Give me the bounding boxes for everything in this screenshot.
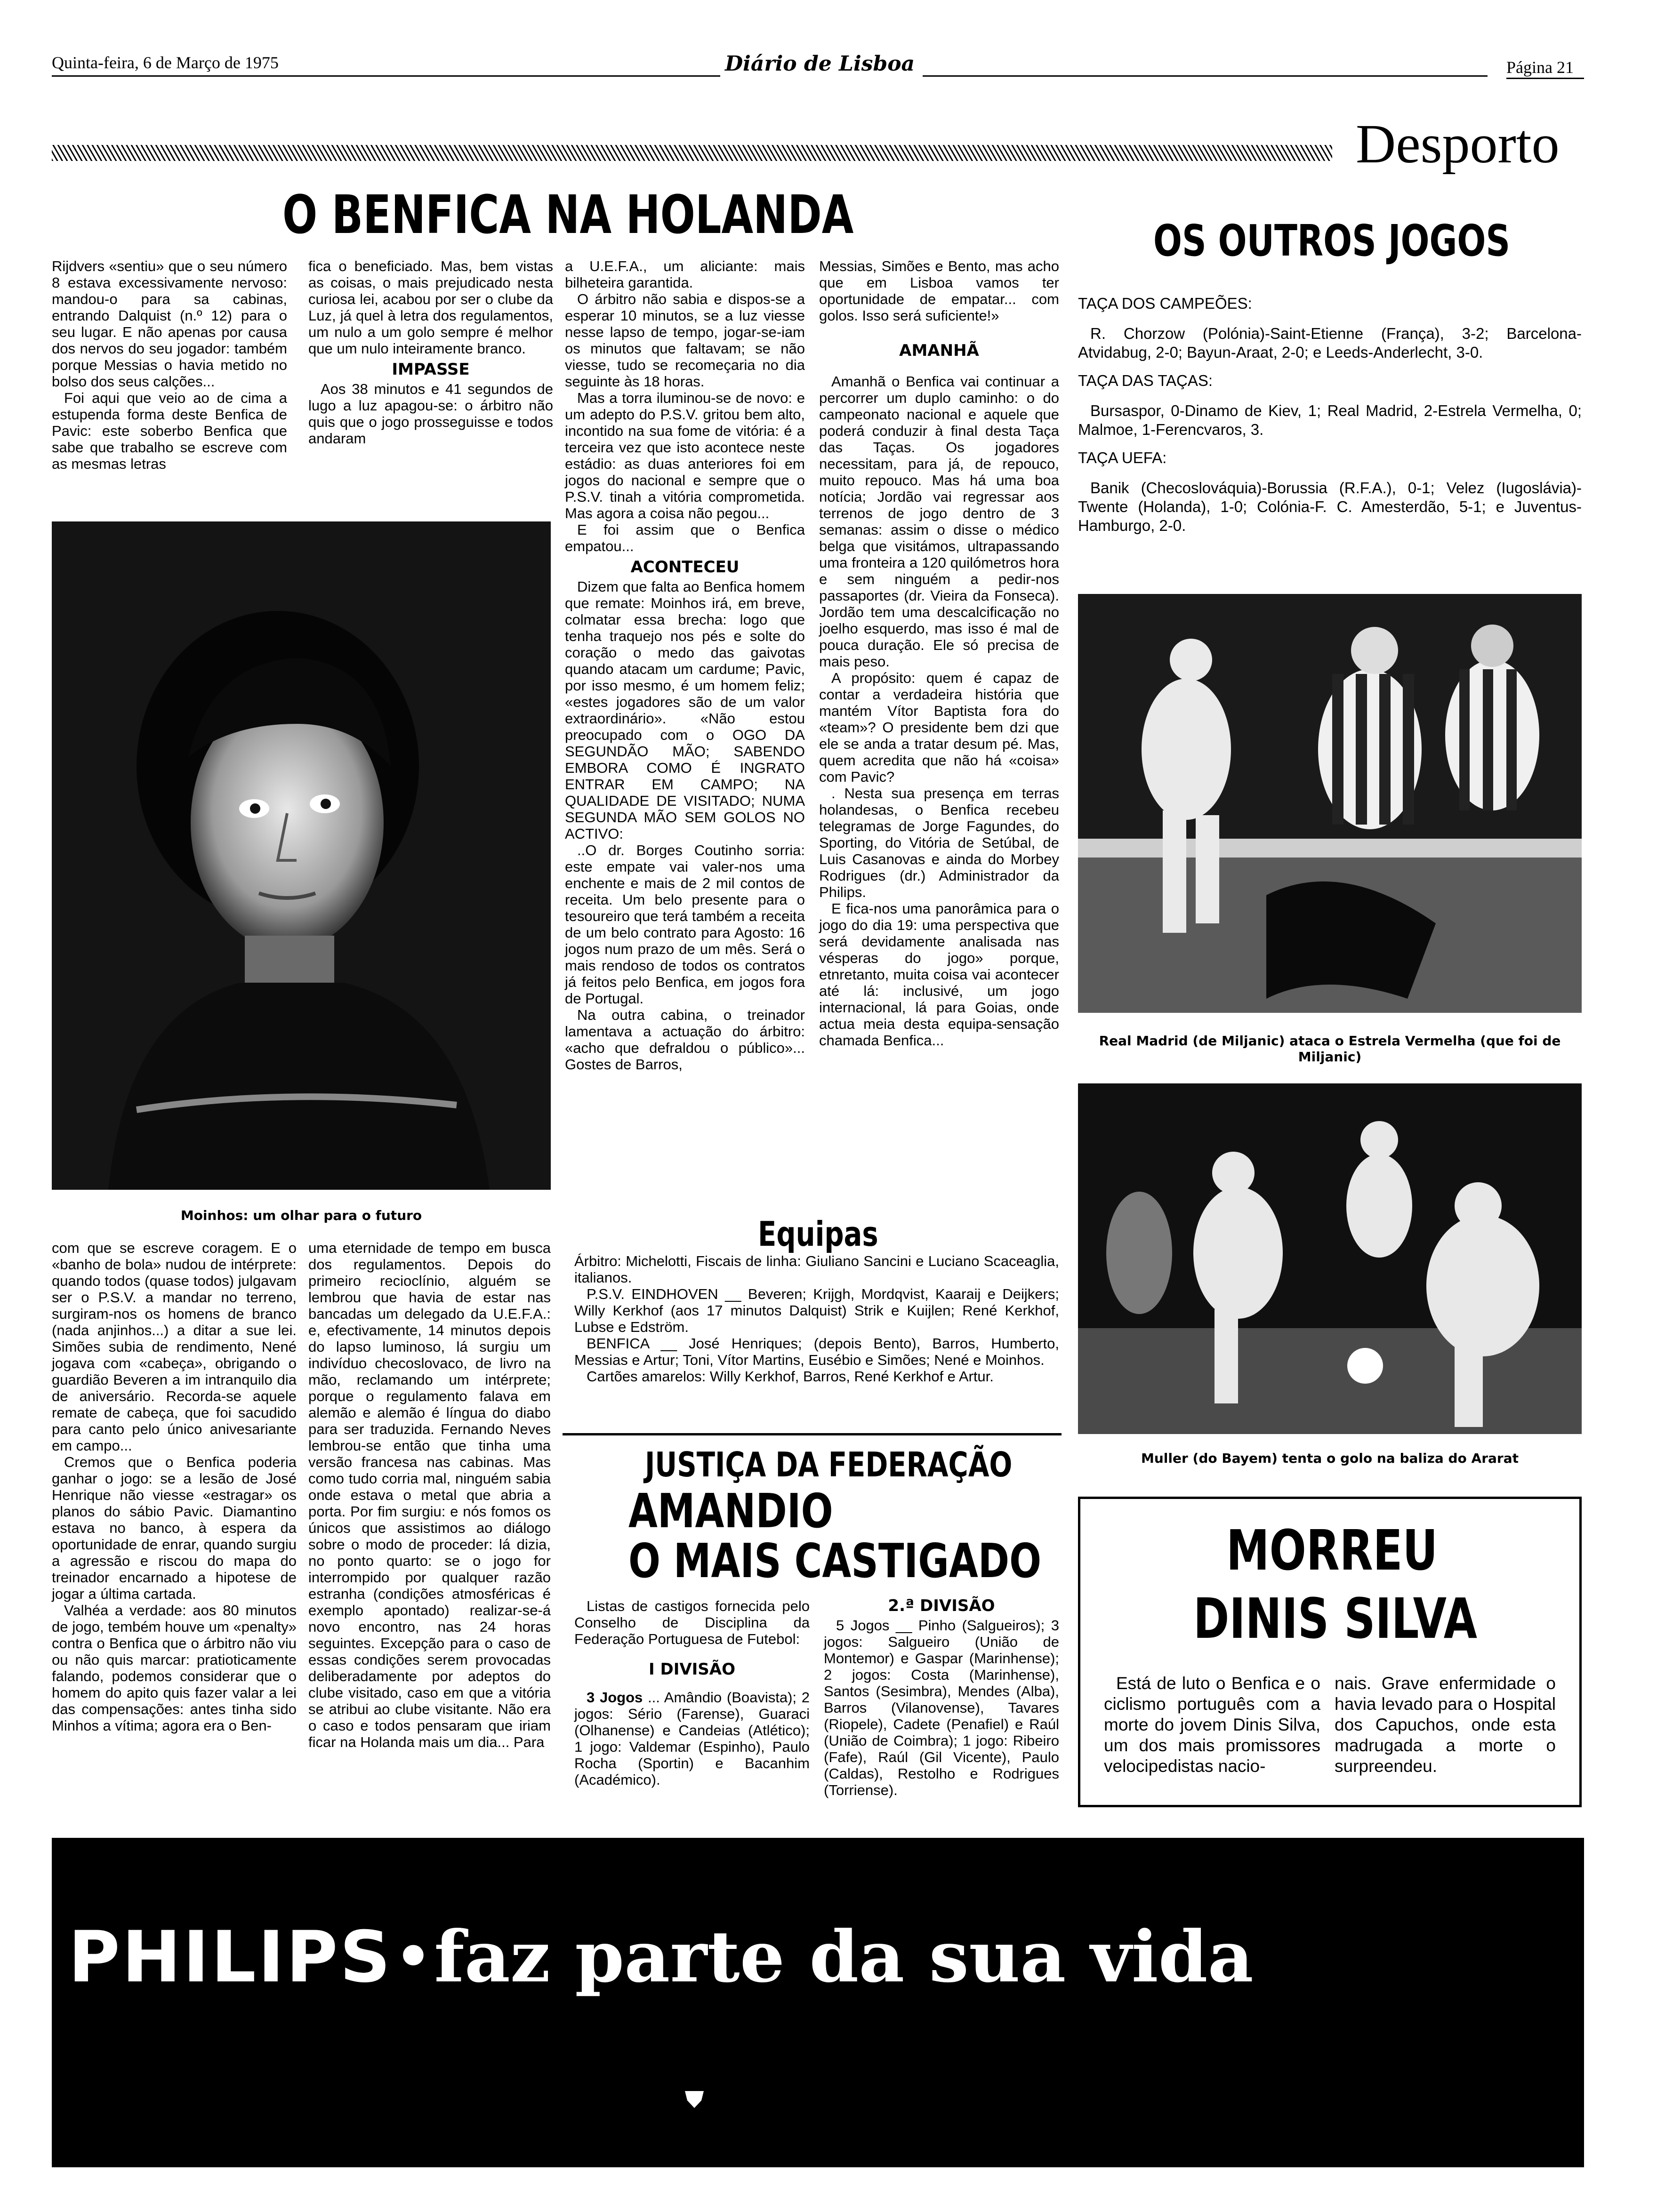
subhead-amanha: AMANHÃ (899, 341, 979, 360)
justica-col-2 (824, 1598, 1059, 1798)
article-col-bottom-1 (52, 1240, 297, 1734)
equipas-line-1: Árbitro: Michelotti, Fiscais de linha: Giuliano Sancini e Luciano Scaceaglia, italianos. (574, 1253, 1059, 1286)
col4-para-d: . Nesta sua presença em terras holandesas, o Benfica recebeu telegramas de Jorge Fagundes, do Sporting, do Vitória de Setúbal, de Luis Casanovas e ainda do Morbey Rodrigues (dr.) Administrador da Philips. (819, 785, 1059, 900)
equipas-title: Equipas (758, 1214, 878, 1254)
col1-para-b: Foi aqui que veio ao de cima a estupenda forma deste Benfica de Pavic: este soberbo Benfica que sabe que trabalho se escreve com as mesmas letras (52, 390, 287, 472)
photo-moinhos (52, 521, 551, 1190)
masthead-page: Página 21 (1506, 58, 1574, 77)
caption-real-madrid: Real Madrid (de Miljanic) ataca o Estrela Vermelha (que foi de Miljanic) (1099, 1033, 1561, 1065)
colL-para-1: com que se escreve coragem. E o «banho de bola» nudou de intérprete: quando todos (quase todos) julgavam ser o P.S.V. a mandar no terreno, surgiram-nos os homens de branco (nada anjinhos...) a ditar a sue lei. Simões subia de rendimento, Nené jogava com «cabeça», obrigando o guardião Beveren a im intranquilo dia de aniversário. Recorda-se aquele remate de cabeça, que foi sacudido para canto pelo único anivesariante em campo... (52, 1240, 297, 1454)
outros-headline: OS OUTROS JOGOS (1153, 216, 1511, 266)
colM-para-1: uma eternidade de tempo em busca dos regulamentos. Depois do primeiro recioclínio, alguém se lembrou que havia de estar nas bancadas um delegado da U.E.F.A.: e, efectivamente, 14 minutos depois do lapso luminoso, lá surgiu um indivíduo checoslovaco, de livro na mão, reclamando um intérprete; porque o regulamento falava em alemão e alemão é língua do diabo para ser traduzida. Fernando Neves lembrou-se então que tinha uma versão francesa nas cabinas. Mas como tudo corria mal, ninguém sabia onde estava o metal que abria a porta. Por fim surgiu: e nós fomos os únicos que assistimos ao diálogo sobre o modo de proceder: lá dizia, no ponto quarto: se o jogo for interrompido por qualquer razão estranha (condições atmosféricas é exemplo apontado) realizar-se-á novo encontro, nas 24 horas seguintes. Excepção para o caso de essas condições serem provocadas deliberadamente por adeptos do clube visitado, caso em que a vitória se atribui ao clube visitante. Não era o caso e todos pensaram que iriam ficar na Holanda mais um dia... Para (308, 1240, 551, 1750)
equipas-line-4: Cartões amarelos: Willy Kerkhof, Barros, René Kerkhof e Artur. (587, 1368, 994, 1385)
morreu-col-a (1104, 1673, 1320, 1777)
outros-taca-tacas-text: Bursaspor, 0-Dinamo de Kiev, 1; Real Madrid, 2-Estrela Vermelha, 0; Malmoe, 1-Ferencvaros, 3. (1078, 402, 1582, 438)
article-col-2 (308, 258, 553, 447)
justica-head-2: AMANDIO (628, 1483, 833, 1539)
colL-para-3: Valhéa a verdade: aos 80 minutos de jogo, tembém houve um «penalty» contra o Benfica que o árbitro não viu ou não quis marcar: pratioticamente falando, podemos considerar que o homem do apito quis fazer valar a lei das compensações: antes tinha sido Minhos a vítima; agora era o Ben- (52, 1602, 297, 1734)
equipas-body (574, 1253, 1059, 1385)
ad-text (68, 1915, 1254, 1998)
justica-div1-title: I DIVISÃO (648, 1660, 736, 1679)
subhead-impasse: IMPASSE (392, 360, 470, 379)
colL-para-2: Cremos que o Benfica poderia ganhar o jogo: se a lesão de José Henrique não viesse «estragar» os planos do sábio Pavic. Diamantino estava no banco, à espera da oportunidade de enrar, quando surgiu a agressão e riscou do mapa do treinador encarnado a hipotese de jogar a última cartada. (52, 1454, 297, 1602)
caption-moinhos: Moinhos: um olhar para o futuro (180, 1208, 422, 1223)
justica-div1-lead: 3 Jogos (587, 1689, 643, 1706)
morreu-text-a: Está de luto o Benfica e o ciclismo português com a morte do jovem Dinis Silva, um dos mais promissores velocipedistas nacio- (1104, 1674, 1320, 1776)
outros-taca-campeoes-title: TAÇA DOS CAMPEÕES: (1078, 295, 1252, 312)
justica-div2-title: 2.ª DIVISÃO (888, 1596, 995, 1615)
outros-body (1078, 294, 1582, 535)
col3-para-e: Dizem que falta ao Benfica homem que remate: Moinhos irá, em breve, colmatar essa brecha: logo que tenha traquejo nos pés e solte do coração o medo das gaivotas quando atacam um cardume; Pavic, por isso mesmo, é um homem feliz; «estes jogadores são de um valor extraordinário». «Não estou preocupado com o OGO DA SEGUNDÃO MÃO; SABENDO EMBORA COMO É INGRATO ENTRAR EM CAMPO; NA QUALIDADE DE VISITADO; NUMA SEGUNDA MÃO SEM GOLOS NO ACTIVO: (565, 578, 805, 842)
equipas-bottom-rule (563, 1433, 1062, 1435)
subhead-aconteceu: ACONTECEU (630, 558, 740, 577)
col1-para-a: Rijdvers «sentiu» que o seu número 8 estava excessivamente nervoso: mandou-o para sa cabinas, entrando Dalquist (n.º 12) para o seu lugar. E não apenas por causa dos nervos do seu jogador: também porque Messias o havia metido no bolso dos seus calções... (52, 258, 287, 390)
morreu-col-b (1335, 1673, 1556, 1777)
outros-taca-campeoes-text: R. Chorzow (Polónia)-Saint-Etienne (França), 3-2; Barcelona-Atvidabug, 2-0; Bayun-Araat, 2-0; e Leeds-Anderlecht, 3-0. (1078, 325, 1582, 361)
col4-para-e: E fica-nos uma panorâmica para o jogo do dia 19: uma perspectiva que será devidamente analisada nas vésperas do jogo» porque, etnretanto, muita coisa vai acontecer até lá: inclusivé, um jogo internacional, lá para Goias, onde actua meia desta equipa-sensação chamada Benfica... (819, 900, 1059, 1049)
morreu-head-2: DINIS SILVA (1193, 1586, 1477, 1651)
col4-para-a: Messias, Simões e Bento, mas acho que em Lisboa vamos ter oportunidade de empatar... com golos. Isso será suficiente!» (819, 258, 1059, 324)
article-col-4 (819, 258, 1059, 1049)
ad-dot: • (392, 1916, 434, 1998)
outros-taca-uefa-text: Banik (Checoslováquia)-Borussia (R.F.A.), 0-1; Velez (Iugoslávia)-Twente (Holanda), 1-0; Colónia-F. C. Amesterdão, 5-1; e Juventus-Hamburgo, 2-0. (1078, 479, 1582, 534)
col2-para-a: fica o beneficiado. Mas, bem vistas as coisas, o mais prejudicado nesta curiosa lei, acabou por ser o clube da Luz, já quel à letra dos regulamentos, um nulo a um golo sempre é melhor que um nulo inteiramente branco. (308, 258, 553, 357)
ad-slogan: faz parte da sua vida (434, 1915, 1254, 1998)
outros-taca-tacas-title: TAÇA DAS TAÇAS: (1078, 372, 1213, 389)
col3-para-a: a U.E.F.A., um aliciante: mais bilheteira garantida. (565, 258, 805, 291)
article-col-3 (565, 258, 805, 1073)
justica-div1-text (574, 1689, 810, 1788)
photo-real-madrid (1078, 594, 1582, 1013)
masthead-rule-page (1506, 78, 1584, 79)
col4-para-c: A propósito: quem é capaz de contar a verdadeira história que mantém Vítor Baptista fora do «team»? O presidente bem dzi que ele se anda a tratar desum pé. Mas, quem acredita que não há «coisa» com Pavic? (819, 670, 1059, 785)
equipas-line-3: BENFICA __ José Henriques; (depois Bento), Barros, Humberto, Messias e Artur; Toni, Vítor Martins, Eusébio e Simões; Nené e Moinhos. (574, 1335, 1059, 1368)
justica-div2-text: 5 Jogos __ Pinho (Salgueiros); 3 jogos: Salgueiro (União de Montemor) e Gaspar (Marinhense); 2 jogos: Costa (Marinhense), Santos (Sesimbra), Mendes (Alba), Barros (Vilanovense), Tavares (Riopele), Cadete (Penafiel) e Raúl (União de Coimbra); 1 jogo: Ribeiro (Fafe), Raúl (Gil Vicente), Paulo (Caldas), Restolho e Rodrigues (Torriense). (824, 1617, 1059, 1798)
justica-col-1 (574, 1598, 810, 1788)
moinhos-portrait-image (52, 521, 551, 1190)
photo-muller (1078, 1083, 1582, 1434)
col3-para-b: O árbitro não sabia e dispos-se a esperar 10 minutos, se a luz viesse nesse lapso de tempo, jogar-se-iam os minutos que faltavam; se não viesse, tudo se recomeçaria no dia seguinte às 18 horas. (565, 291, 805, 390)
equipas-line-2: P.S.V. EINDHOVEN __ Beveren; Krijgh, Mordqvist, Kaaraij e Deijkers; Willy Kerkhof (aos 17 minutos Dalquist) Strik e Kuijlen; René Kerkhof, Lubse e Edström. (574, 1286, 1059, 1335)
real-madrid-match-image (1078, 594, 1582, 1013)
main-headline: O BENFICA NA HOLANDA (282, 184, 854, 246)
article-col-1 (52, 258, 287, 472)
article-col-bottom-2 (308, 1240, 551, 1750)
morreu-box (1078, 1497, 1582, 1807)
philips-shield-icon (683, 2087, 706, 2111)
justica-intro: Listas de castigos fornecida pelo Conselho de Disciplina da Federação Portuguesa de Futebol: (574, 1598, 810, 1647)
ad-brand: PHILIPS (68, 1916, 393, 1998)
justica-head-1: JUSTIÇA DA FEDERAÇÃO (645, 1445, 1013, 1484)
justica-head-3: O MAIS CASTIGADO (628, 1533, 1042, 1588)
morreu-text-b: nais. Grave enfermidade o havia levado para o Hospital dos Capuchos, onde esta madrugada a morte o surpreendeu. (1335, 1674, 1556, 1776)
col3-para-g: Na outra cabina, o treinador lamentava a actuação do árbitro: «acho que defraldou o público»... Gostes de Barros, (565, 1007, 805, 1073)
caption-muller: Muller (do Bayem) tenta o golo na baliza do Ararat (1141, 1451, 1519, 1466)
col3-para-c: Mas a torra iluminou-se de novo: e um adepto do P.S.V. gritou bem alto, incontido na sua fome de vitória: é a terceira vez que isto acontece neste estádio: as duas anteriores foi em jogos do nacional e sempre que o P.S.V. tinah a vitória comprometida. Mas agora a coisa não pegou... (565, 390, 805, 521)
col4-para-b: Amanhã o Benfica vai continuar a percorrer um duplo caminho: o do campeonato nacional e aquele que poderá conduzir à final desta Taça das Taças. Os jogadores necessitam, para já, de repouco, muito repouco. Mas há uma boa notícia; Jordão vai regressar aos terrenos de jogo dentro de 3 semanas: assim o disse o médico belga que visitámos, ultrapassando uma fronteira a 120 quilómetros hora e sem ninguém a pedir-nos passaportes (dr. Vieira da Fonseca). Jordão tem uma descalcificação no joelho esquerdo, mas isso é mal de pouca duração. Ele só precisa de mais peso. (819, 373, 1059, 670)
outros-taca-uefa-title: TAÇA UEFA: (1078, 449, 1167, 466)
section-title: Desporto (1356, 113, 1560, 175)
justica-div1-body: ... Amândio (Boavista); 2 jogos: Sério (Farense), Guaraci (Olhanense) e Candeias (Atlético); 1 jogo: Valdemar (Espinho), Paulo Rocha (Sportin) e Bacanhim (Académico). (574, 1689, 810, 1788)
col2-para-b: Aos 38 minutos e 41 segundos de lugo a luz apagou-se: o árbitro não quis que o jogo prosseguisse e todos andaram (308, 381, 553, 447)
section-hatch-bar (52, 145, 1332, 161)
masthead-rule-right (923, 75, 1488, 77)
philips-advertisement (52, 1838, 1584, 2167)
col3-para-f: ..O dr. Borges Coutinho sorria: este empate vai valer-nos uma enchente e mais de 2 mil contos de receita. Um belo presente para o tesoureiro que terá também a receita de um belo contrato para Agosto: 16 jogos num prazo de um mês. Será o mais rendoso de todos os contratos já feitos pelo Benfica, em jogos fora de Portugal. (565, 842, 805, 1007)
morreu-head-1: MORREU (1226, 1518, 1438, 1583)
masthead-paper: Diário de Lisboa (725, 52, 915, 76)
masthead-date: Quinta-feira, 6 de Março de 1975 (52, 53, 279, 72)
masthead-rule-left (52, 75, 720, 77)
col3-para-d: E foi assim que o Benfica empatou... (565, 521, 805, 554)
muller-match-image (1078, 1083, 1582, 1434)
